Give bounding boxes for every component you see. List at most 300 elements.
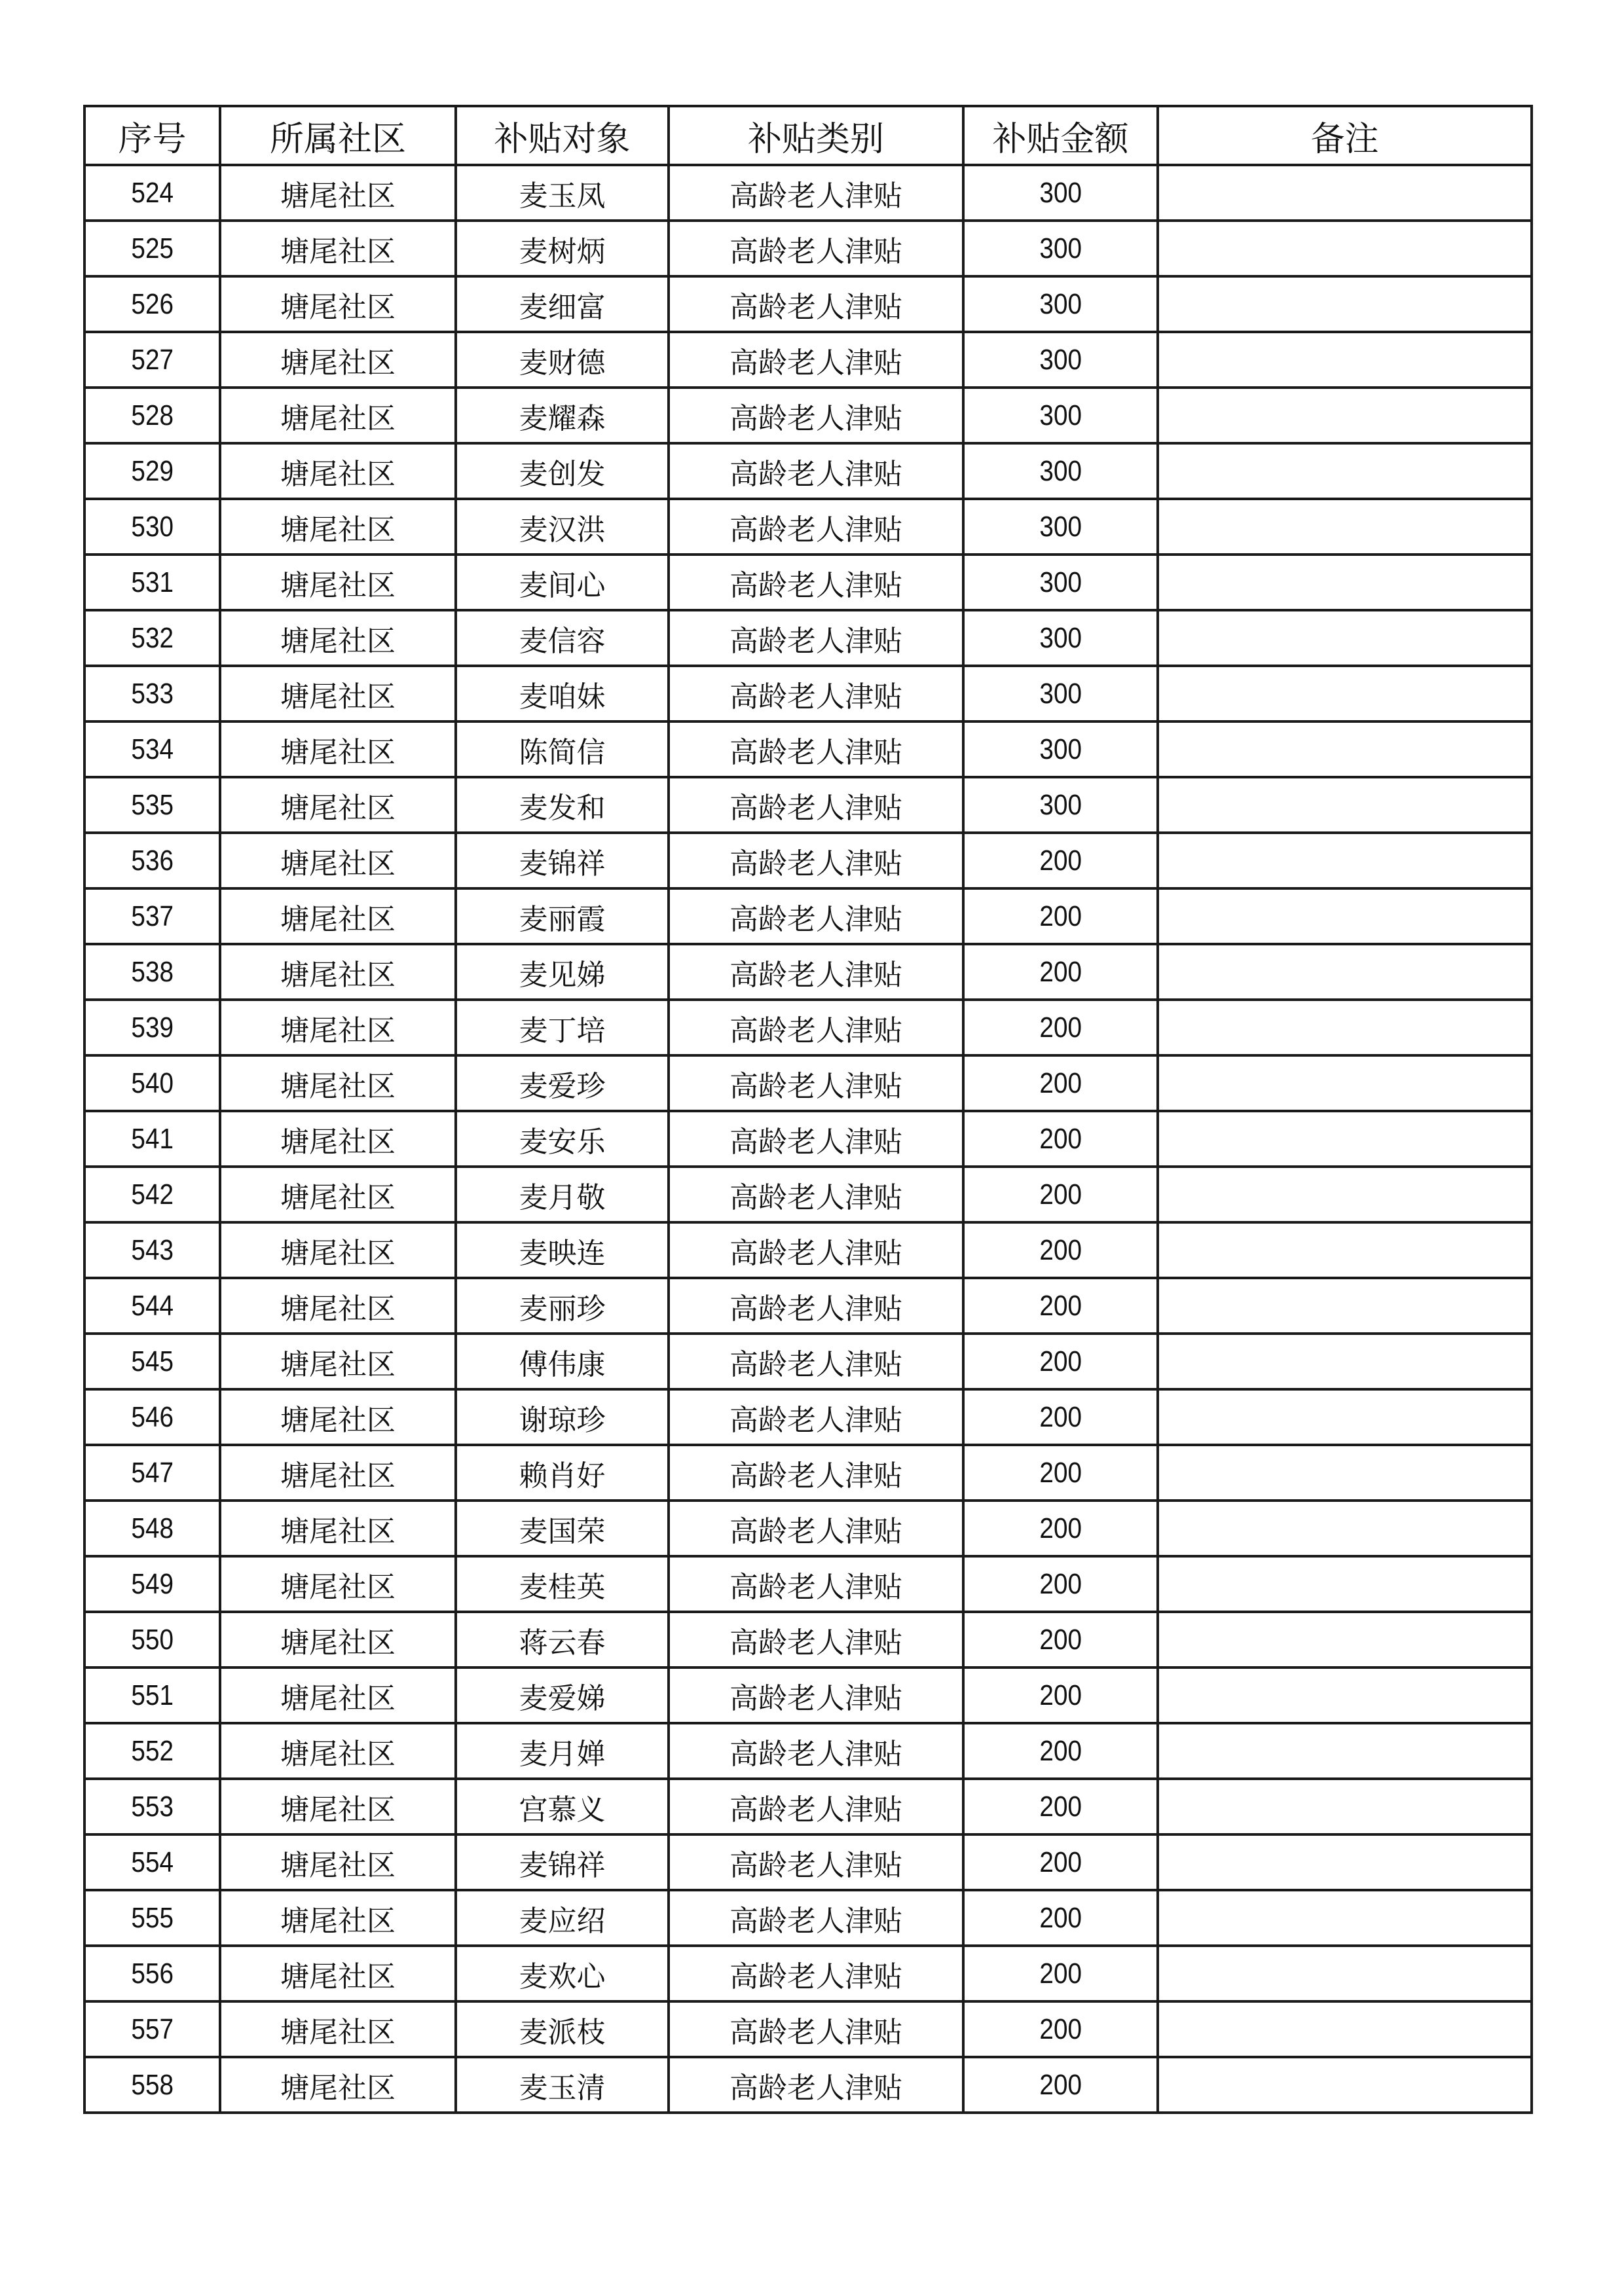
cell-category: 高龄老人津贴 <box>669 610 963 666</box>
cell-recipient: 麦财德 <box>456 332 669 388</box>
cell-index-text: 556 <box>131 1957 174 1990</box>
cell-category: 高龄老人津贴 <box>669 1834 963 1890</box>
cell-index <box>84 1389 220 1445</box>
cell-recipient: 麦间心 <box>456 555 669 610</box>
cell-community: 塘尾社区 <box>220 1556 456 1612</box>
cell-recipient: 麦树炳 <box>456 221 669 276</box>
cell-amount-text: 200 <box>1039 1957 1082 1990</box>
cell-recipient: 麦锦祥 <box>456 833 669 888</box>
cell-remark <box>1158 499 1532 555</box>
cell-recipient: 麦应绍 <box>456 1890 669 1946</box>
cell-community: 塘尾社区 <box>220 499 456 555</box>
cell-amount-text: 300 <box>1039 733 1082 765</box>
cell-index-text: 558 <box>131 2068 174 2101</box>
cell-category: 高龄老人津贴 <box>669 332 963 388</box>
cell-amount <box>963 1501 1158 1556</box>
cell-remark <box>1158 2057 1532 2113</box>
cell-category: 高龄老人津贴 <box>669 1779 963 1834</box>
cell-recipient: 麦国荣 <box>456 1501 669 1556</box>
cell-category: 高龄老人津贴 <box>669 1556 963 1612</box>
cell-remark <box>1158 1779 1532 1834</box>
cell-category: 高龄老人津贴 <box>669 2057 963 2113</box>
cell-amount <box>963 2001 1158 2057</box>
cell-remark <box>1158 666 1532 721</box>
cell-community: 塘尾社区 <box>220 332 456 388</box>
cell-amount <box>963 1556 1158 1612</box>
cell-community: 塘尾社区 <box>220 1167 456 1222</box>
cell-index <box>84 1167 220 1222</box>
cell-community: 塘尾社区 <box>220 165 456 221</box>
cell-index-text: 543 <box>131 1233 174 1266</box>
table-row <box>84 1501 1532 1556</box>
cell-amount <box>963 1055 1158 1111</box>
cell-remark <box>1158 221 1532 276</box>
cell-amount-text: 300 <box>1039 677 1082 710</box>
cell-amount-text: 300 <box>1039 510 1082 543</box>
cell-remark <box>1158 1278 1532 1334</box>
table-row <box>84 610 1532 666</box>
cell-community: 塘尾社区 <box>220 443 456 499</box>
table-row <box>84 1612 1532 1667</box>
cell-amount <box>963 499 1158 555</box>
cell-index-text: 537 <box>131 900 174 932</box>
cell-amount <box>963 276 1158 332</box>
cell-category: 高龄老人津贴 <box>669 1222 963 1278</box>
cell-community: 塘尾社区 <box>220 1501 456 1556</box>
header-row <box>84 106 1532 165</box>
cell-amount-text: 200 <box>1039 900 1082 932</box>
cell-recipient: 麦锦祥 <box>456 1834 669 1890</box>
cell-index <box>84 1834 220 1890</box>
table-row <box>84 888 1532 944</box>
cell-recipient: 麦细富 <box>456 276 669 332</box>
cell-amount <box>963 1445 1158 1501</box>
cell-amount <box>963 1167 1158 1222</box>
cell-category: 高龄老人津贴 <box>669 443 963 499</box>
cell-community: 塘尾社区 <box>220 1723 456 1779</box>
table-row <box>84 1278 1532 1334</box>
cell-recipient: 麦咱妹 <box>456 666 669 721</box>
cell-amount <box>963 1723 1158 1779</box>
cell-recipient: 麦玉凤 <box>456 165 669 221</box>
cell-category: 高龄老人津贴 <box>669 1890 963 1946</box>
cell-index-text: 553 <box>131 1790 174 1823</box>
cell-amount <box>963 944 1158 1000</box>
table-row <box>84 1779 1532 1834</box>
cell-category: 高龄老人津贴 <box>669 388 963 443</box>
cell-index <box>84 1334 220 1389</box>
cell-recipient: 傅伟康 <box>456 1334 669 1389</box>
cell-category: 高龄老人津贴 <box>669 499 963 555</box>
table-row <box>84 777 1532 833</box>
cell-remark <box>1158 1000 1532 1055</box>
cell-remark <box>1158 721 1532 777</box>
cell-community: 塘尾社区 <box>220 1000 456 1055</box>
cell-amount <box>963 165 1158 221</box>
cell-category: 高龄老人津贴 <box>669 1000 963 1055</box>
cell-amount-text: 300 <box>1039 232 1082 264</box>
cell-community: 塘尾社区 <box>220 1946 456 2001</box>
subsidy-roster-table <box>83 105 1533 2114</box>
cell-index <box>84 777 220 833</box>
cell-index <box>84 2057 220 2113</box>
cell-amount-text: 300 <box>1039 399 1082 431</box>
cell-remark <box>1158 1723 1532 1779</box>
table-row <box>84 833 1532 888</box>
table-row <box>84 1167 1532 1222</box>
cell-remark <box>1158 443 1532 499</box>
cell-index <box>84 1779 220 1834</box>
cell-remark <box>1158 888 1532 944</box>
cell-community: 塘尾社区 <box>220 777 456 833</box>
cell-index-text: 528 <box>131 399 174 431</box>
cell-amount <box>963 1278 1158 1334</box>
cell-index-text: 525 <box>131 232 174 264</box>
cell-index <box>84 1278 220 1334</box>
cell-remark <box>1158 388 1532 443</box>
cell-category: 高龄老人津贴 <box>669 833 963 888</box>
cell-amount-text: 200 <box>1039 2013 1082 2045</box>
cell-index-text: 532 <box>131 621 174 654</box>
cell-recipient: 麦发和 <box>456 777 669 833</box>
cell-amount-text: 200 <box>1039 1289 1082 1322</box>
cell-community: 塘尾社区 <box>220 1445 456 1501</box>
cell-category: 高龄老人津贴 <box>669 1055 963 1111</box>
cell-community: 塘尾社区 <box>220 2001 456 2057</box>
cell-category: 高龄老人津贴 <box>669 1946 963 2001</box>
table-row <box>84 276 1532 332</box>
cell-remark <box>1158 1890 1532 1946</box>
cell-index-text: 549 <box>131 1567 174 1600</box>
cell-category: 高龄老人津贴 <box>669 1389 963 1445</box>
table-row <box>84 1334 1532 1389</box>
cell-amount <box>963 1612 1158 1667</box>
cell-amount <box>963 721 1158 777</box>
table-row <box>84 1946 1532 2001</box>
cell-remark <box>1158 1389 1532 1445</box>
cell-index-text: 530 <box>131 510 174 543</box>
cell-index <box>84 888 220 944</box>
cell-amount-text: 200 <box>1039 1846 1082 1878</box>
cell-amount <box>963 1111 1158 1167</box>
cell-recipient: 蒋云春 <box>456 1612 669 1667</box>
cell-index-text: 534 <box>131 733 174 765</box>
header-remark: 备注 <box>1158 106 1532 165</box>
cell-index <box>84 1667 220 1723</box>
cell-recipient: 赖肖好 <box>456 1445 669 1501</box>
table-row <box>84 1445 1532 1501</box>
cell-index <box>84 2001 220 2057</box>
cell-recipient: 麦见娣 <box>456 944 669 1000</box>
cell-index-text: 524 <box>131 176 174 209</box>
table-body <box>84 165 1532 2113</box>
cell-category: 高龄老人津贴 <box>669 944 963 1000</box>
cell-amount-text: 200 <box>1039 1567 1082 1600</box>
cell-amount-text: 300 <box>1039 287 1082 320</box>
cell-amount-text: 200 <box>1039 1178 1082 1211</box>
table-header <box>84 106 1532 165</box>
cell-index <box>84 165 220 221</box>
cell-category: 高龄老人津贴 <box>669 1334 963 1389</box>
cell-remark <box>1158 1167 1532 1222</box>
cell-amount <box>963 1779 1158 1834</box>
cell-index-text: 557 <box>131 2013 174 2045</box>
cell-amount-text: 200 <box>1039 1066 1082 1099</box>
cell-community: 塘尾社区 <box>220 721 456 777</box>
cell-community: 塘尾社区 <box>220 2057 456 2113</box>
cell-index-text: 555 <box>131 1901 174 1934</box>
cell-index <box>84 1111 220 1167</box>
cell-index <box>84 1445 220 1501</box>
cell-remark <box>1158 276 1532 332</box>
cell-index-text: 545 <box>131 1345 174 1377</box>
cell-category: 高龄老人津贴 <box>669 1445 963 1501</box>
cell-community: 塘尾社区 <box>220 1890 456 1946</box>
cell-index-text: 538 <box>131 955 174 988</box>
cell-amount-text: 200 <box>1039 844 1082 877</box>
cell-recipient: 麦月敬 <box>456 1167 669 1222</box>
table-row <box>84 499 1532 555</box>
cell-community: 塘尾社区 <box>220 1055 456 1111</box>
cell-index-text: 550 <box>131 1623 174 1656</box>
cell-amount <box>963 610 1158 666</box>
cell-community: 塘尾社区 <box>220 888 456 944</box>
cell-community: 塘尾社区 <box>220 610 456 666</box>
cell-community: 塘尾社区 <box>220 833 456 888</box>
cell-community: 塘尾社区 <box>220 221 456 276</box>
table-row <box>84 2057 1532 2113</box>
cell-remark <box>1158 2001 1532 2057</box>
cell-category: 高龄老人津贴 <box>669 721 963 777</box>
cell-amount <box>963 2057 1158 2113</box>
cell-index-text: 533 <box>131 677 174 710</box>
cell-index-text: 526 <box>131 287 174 320</box>
cell-index <box>84 610 220 666</box>
cell-community: 塘尾社区 <box>220 1612 456 1667</box>
cell-index <box>84 332 220 388</box>
cell-amount-text: 200 <box>1039 1011 1082 1044</box>
cell-amount <box>963 1890 1158 1946</box>
cell-index <box>84 721 220 777</box>
cell-community: 塘尾社区 <box>220 1222 456 1278</box>
cell-amount-text: 200 <box>1039 2068 1082 2101</box>
cell-index-text: 554 <box>131 1846 174 1878</box>
cell-recipient: 麦耀森 <box>456 388 669 443</box>
cell-index-text: 552 <box>131 1734 174 1767</box>
cell-amount-text: 200 <box>1039 1233 1082 1266</box>
cell-amount-text: 300 <box>1039 788 1082 821</box>
cell-community: 塘尾社区 <box>220 1779 456 1834</box>
cell-recipient: 麦爱娣 <box>456 1667 669 1723</box>
cell-category: 高龄老人津贴 <box>669 165 963 221</box>
cell-index <box>84 666 220 721</box>
header-index: 序号 <box>84 106 220 165</box>
cell-amount <box>963 221 1158 276</box>
cell-amount-text: 300 <box>1039 621 1082 654</box>
cell-category: 高龄老人津贴 <box>669 888 963 944</box>
cell-index <box>84 443 220 499</box>
cell-community: 塘尾社区 <box>220 944 456 1000</box>
cell-recipient: 麦安乐 <box>456 1111 669 1167</box>
cell-index-text: 529 <box>131 454 174 487</box>
cell-category: 高龄老人津贴 <box>669 221 963 276</box>
cell-amount-text: 200 <box>1039 1790 1082 1823</box>
cell-category: 高龄老人津贴 <box>669 2001 963 2057</box>
cell-remark <box>1158 332 1532 388</box>
cell-index <box>84 388 220 443</box>
cell-amount-text: 200 <box>1039 1122 1082 1155</box>
cell-index-text: 544 <box>131 1289 174 1322</box>
table-row <box>84 1890 1532 1946</box>
cell-community: 塘尾社区 <box>220 1111 456 1167</box>
cell-index-text: 547 <box>131 1456 174 1489</box>
cell-amount-text: 200 <box>1039 1512 1082 1544</box>
cell-recipient: 宫慕义 <box>456 1779 669 1834</box>
cell-recipient: 麦汉洪 <box>456 499 669 555</box>
cell-category: 高龄老人津贴 <box>669 1167 963 1222</box>
cell-recipient: 麦丁培 <box>456 1000 669 1055</box>
cell-remark <box>1158 610 1532 666</box>
cell-remark <box>1158 1834 1532 1890</box>
cell-amount-text: 200 <box>1039 1734 1082 1767</box>
cell-index <box>84 1890 220 1946</box>
cell-index-text: 531 <box>131 566 174 598</box>
cell-index <box>84 555 220 610</box>
cell-amount <box>963 388 1158 443</box>
table-row <box>84 165 1532 221</box>
table-row <box>84 1111 1532 1167</box>
table-row <box>84 1000 1532 1055</box>
cell-amount <box>963 833 1158 888</box>
cell-remark <box>1158 1222 1532 1278</box>
cell-community: 塘尾社区 <box>220 1834 456 1890</box>
cell-index-text: 541 <box>131 1122 174 1155</box>
table-row <box>84 221 1532 276</box>
cell-community: 塘尾社区 <box>220 1389 456 1445</box>
cell-recipient: 麦丽霞 <box>456 888 669 944</box>
cell-amount-text: 200 <box>1039 1679 1082 1711</box>
cell-amount-text: 200 <box>1039 1456 1082 1489</box>
cell-remark <box>1158 1111 1532 1167</box>
cell-category: 高龄老人津贴 <box>669 666 963 721</box>
cell-index <box>84 833 220 888</box>
cell-community: 塘尾社区 <box>220 1334 456 1389</box>
cell-recipient: 麦欢心 <box>456 1946 669 2001</box>
cell-index <box>84 1723 220 1779</box>
cell-amount <box>963 1946 1158 2001</box>
table-row <box>84 555 1532 610</box>
cell-index <box>84 944 220 1000</box>
table-row <box>84 1834 1532 1890</box>
table-row <box>84 944 1532 1000</box>
cell-amount-text: 300 <box>1039 343 1082 376</box>
cell-recipient: 谢琼珍 <box>456 1389 669 1445</box>
table-row <box>84 1222 1532 1278</box>
cell-amount <box>963 777 1158 833</box>
cell-index <box>84 1501 220 1556</box>
cell-recipient: 麦爱珍 <box>456 1055 669 1111</box>
cell-index <box>84 1612 220 1667</box>
cell-index-text: 546 <box>131 1400 174 1433</box>
cell-amount <box>963 332 1158 388</box>
cell-index-text: 548 <box>131 1512 174 1544</box>
cell-remark <box>1158 1946 1532 2001</box>
cell-community: 塘尾社区 <box>220 555 456 610</box>
table-row <box>84 388 1532 443</box>
cell-amount-text: 200 <box>1039 1623 1082 1656</box>
cell-index <box>84 1000 220 1055</box>
cell-category: 高龄老人津贴 <box>669 1723 963 1779</box>
cell-remark <box>1158 1556 1532 1612</box>
cell-remark <box>1158 555 1532 610</box>
cell-index-text: 535 <box>131 788 174 821</box>
cell-category: 高龄老人津贴 <box>669 555 963 610</box>
cell-remark <box>1158 1055 1532 1111</box>
cell-amount-text: 300 <box>1039 566 1082 598</box>
cell-amount-text: 300 <box>1039 454 1082 487</box>
cell-category: 高龄老人津贴 <box>669 1278 963 1334</box>
cell-amount <box>963 1222 1158 1278</box>
cell-recipient: 麦创发 <box>456 443 669 499</box>
table-row <box>84 443 1532 499</box>
cell-amount <box>963 666 1158 721</box>
cell-index <box>84 1055 220 1111</box>
cell-remark <box>1158 944 1532 1000</box>
cell-index <box>84 276 220 332</box>
cell-recipient: 麦月婵 <box>456 1723 669 1779</box>
cell-index <box>84 1222 220 1278</box>
cell-index <box>84 1946 220 2001</box>
cell-index-text: 540 <box>131 1066 174 1099</box>
cell-index-text: 539 <box>131 1011 174 1044</box>
cell-amount <box>963 1667 1158 1723</box>
cell-recipient: 麦玉清 <box>456 2057 669 2113</box>
cell-remark <box>1158 1445 1532 1501</box>
cell-recipient: 陈简信 <box>456 721 669 777</box>
cell-recipient: 麦丽珍 <box>456 1278 669 1334</box>
cell-amount <box>963 1000 1158 1055</box>
cell-community: 塘尾社区 <box>220 388 456 443</box>
cell-remark <box>1158 833 1532 888</box>
header-community: 所属社区 <box>220 106 456 165</box>
cell-remark <box>1158 777 1532 833</box>
cell-index <box>84 221 220 276</box>
cell-remark <box>1158 1612 1532 1667</box>
cell-recipient: 麦桂英 <box>456 1556 669 1612</box>
cell-amount-text: 300 <box>1039 176 1082 209</box>
cell-community: 塘尾社区 <box>220 1667 456 1723</box>
header-recipient: 补贴对象 <box>456 106 669 165</box>
cell-index <box>84 499 220 555</box>
cell-community: 塘尾社区 <box>220 276 456 332</box>
cell-index-text: 527 <box>131 343 174 376</box>
cell-amount-text: 200 <box>1039 1400 1082 1433</box>
cell-index <box>84 1556 220 1612</box>
cell-amount <box>963 1834 1158 1890</box>
cell-category: 高龄老人津贴 <box>669 777 963 833</box>
cell-remark <box>1158 1667 1532 1723</box>
cell-index-text: 536 <box>131 844 174 877</box>
table-row <box>84 1556 1532 1612</box>
cell-amount <box>963 888 1158 944</box>
cell-category: 高龄老人津贴 <box>669 1501 963 1556</box>
cell-index-text: 542 <box>131 1178 174 1211</box>
table-row <box>84 666 1532 721</box>
cell-amount <box>963 1389 1158 1445</box>
cell-category: 高龄老人津贴 <box>669 1612 963 1667</box>
header-amount: 补贴金额 <box>963 106 1158 165</box>
cell-amount-text: 200 <box>1039 1901 1082 1934</box>
